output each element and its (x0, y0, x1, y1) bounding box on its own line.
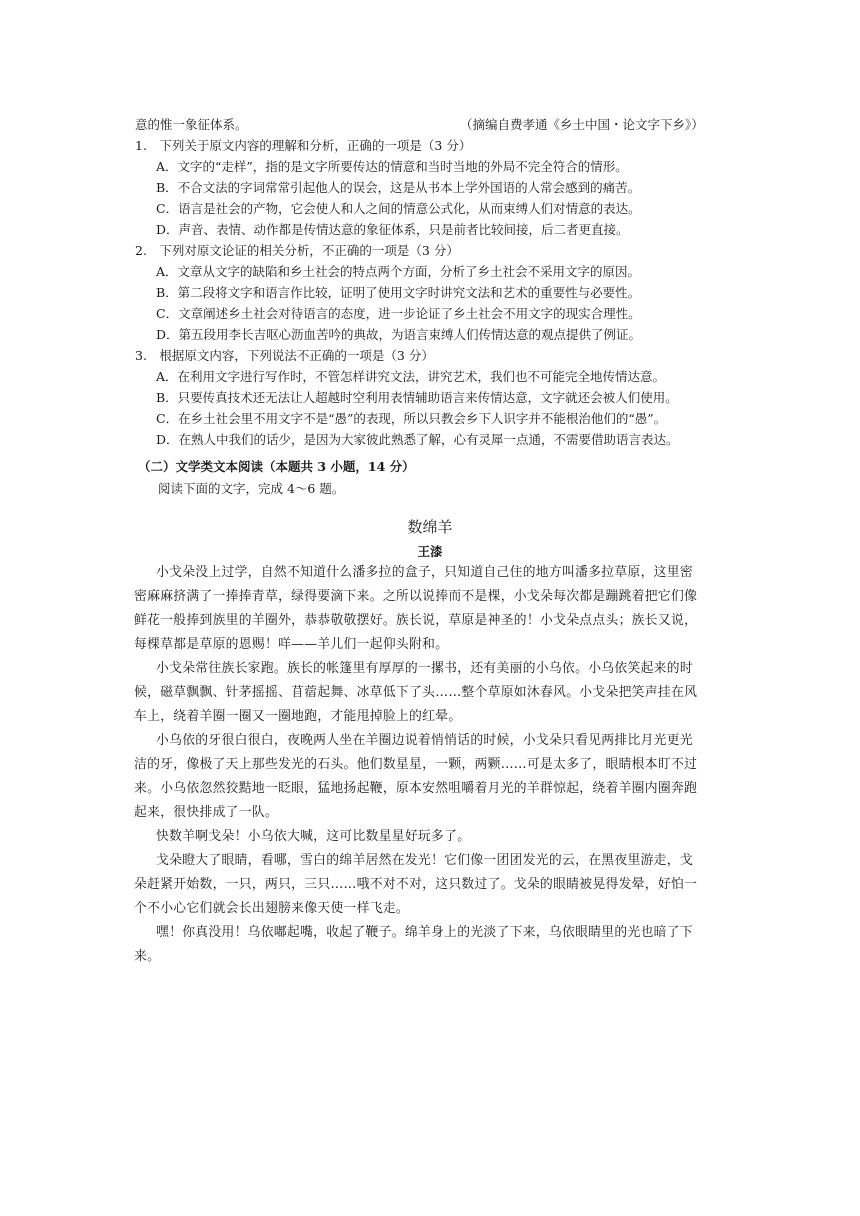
question-1-option-a: A．文字的“走样”，指的是文字所要传达的情意和当时当地的外局不完全符合的情形。 (156, 159, 628, 174)
story-author: 王漆 (417, 544, 443, 559)
story-line: 快数羊啊戈朵！小乌依大喊，这可比数星星好玩多了。 (156, 829, 471, 844)
question-3-option-a: A．在利用文字进行写作时，不管怎样讲究文法，讲究艺术，我们也不可能完全地传情达意。 (156, 369, 666, 384)
story-line: 戈朵瞪大了眼睛，看哪，雪白的绵羊居然在发光！它们像一团团发光的云，在黑夜里游走，戈 (156, 853, 693, 868)
section-instruction: 阅读下面的文字，完成 4～6 题。 (158, 481, 345, 496)
story-line: 起来，很快排成了一队。 (134, 805, 279, 820)
story-line: 小戈朵没上过学，自然不知道什么潘多拉的盒子，只知道自己住的地方叫潘多拉草原，这里密 (156, 565, 693, 580)
question-2-stem: 2. 下列对原文论证的相关分析，不正确的一项是（3 分） (135, 243, 459, 258)
story-line: 来。小乌依忽然狡黠地一眨眼，猛地扬起鞭，原本安然咀嚼着月光的羊群惊起，绕着羊圈内圈奔跑 (134, 781, 698, 796)
story-line: 每棵草都是草原的恩赐！咩——羊儿们一起仰头附和。 (134, 637, 449, 652)
question-1-option-b: B．不合文法的字词常常引起他人的误会，这是从书本上学外国语的人常会感到的痛苦。 (156, 180, 641, 195)
question-2-option-d: D．第五段用李长吉呕心沥血苦吟的典故，为语言束缚人们传情达意的观点提供了例证。 (156, 327, 642, 342)
question-1-option-d: D．声音、表情、动作都是传情达意的象征体系，只是前者比较间接，后二者更直接。 (156, 222, 629, 237)
question-3-option-b: B．只要传真技术还无法让人超越时空利用表情辅助语言来传情达意，文字就还会被人们使用。 (156, 390, 678, 405)
question-1-option-c: C．语言是社会的产物，它会使人和人之间的情意公式化，从而束缚人们对情意的表达。 (156, 201, 641, 216)
question-1-stem: 1. 下列关于原文内容的理解和分析，正确的一项是（3 分） (135, 138, 472, 153)
story-line: 车上，绕着羊圈一圈又一圈地跑，才能甩掉脸上的红晕。 (134, 709, 462, 724)
story-line: 洁的牙，像极了天上那些发光的石头。他们数星星，一颗，两颗……可是太多了，眼睛根本盯不过 (134, 757, 698, 772)
story-title: 数绵羊 (407, 518, 453, 536)
story-line: 候，磁草飘飘、针茅摇摇、苜蓿起舞、冰草低下了头……整个草原如沐春风。小戈朵把笑声挂在风 (134, 685, 698, 700)
question-2-option-c: C．文章阐述乡土社会对待语言的态度，进一步论证了乡土社会不用文字的现实合理性。 (156, 306, 641, 321)
question-3-stem: 3. 根据原文内容，下列说法不正确的一项是（3 分） (135, 348, 434, 363)
story-line: 鲜花一般捧到族里的羊圈外，恭恭敬敬摆好。族长说，草原是神圣的！小戈朵点点头；族长又说， (134, 613, 698, 628)
story-line: 小乌依的牙很白很白，夜晚两人坐在羊圈边说着悄悄话的时候，小戈朵只看见两排比月光更光 (156, 733, 693, 748)
story-line: 个不小心它们就会长出翅膀来像天使一样飞走。 (134, 901, 410, 916)
carryover-text: 意的惟一象征体系。 (135, 117, 248, 132)
source-citation: （摘编自费孝通《乡土中国・论文字下乡》） (460, 117, 704, 132)
story-line: 嘿！你真没用！乌依嘟起嘴，收起了鞭子。绵羊身上的光淡了下来，乌依眼睛里的光也暗了下 (156, 925, 693, 940)
question-2-option-b: B．第二段将文字和语言作比较，证明了使用文字时讲究文法和艺术的重要性与必要性。 (156, 285, 641, 300)
question-3-option-d: D．在熟人中我们的话少，是因为大家彼此熟悉了解，心有灵犀一点通，不需要借助语言表达。 (156, 432, 679, 447)
story-line: 朵赶紧开始数，一只，两只，三只……哦不对不对，这只数过了。戈朵的眼睛被晃得发晕，好怕一 (134, 877, 698, 892)
section-heading: （二）文学类文本阅读（本题共 3 小题，14 分） (138, 459, 415, 474)
story-line: 小戈朵常往族长家跑。族长的帐篷里有厚厚的一摞书，还有美丽的小乌依。小乌依笑起来的时 (156, 661, 693, 676)
question-2-option-a: A．文章从文字的缺陷和乡土社会的特点两个方面，分析了乡土社会不采用文字的原因。 (156, 264, 641, 279)
story-line: 密麻麻挤满了一捧捧青草，绿得要滴下来。之所以说捧而不是棵，小戈朵每次都是蹦跳着把它们像 (134, 589, 698, 604)
question-3-option-c: C．在乡土社会里不用文字不是“愚”的表现，所以只教会乡下人识字并不能根治他们的“愚”。 (156, 411, 667, 426)
story-line: 来。 (134, 949, 161, 964)
